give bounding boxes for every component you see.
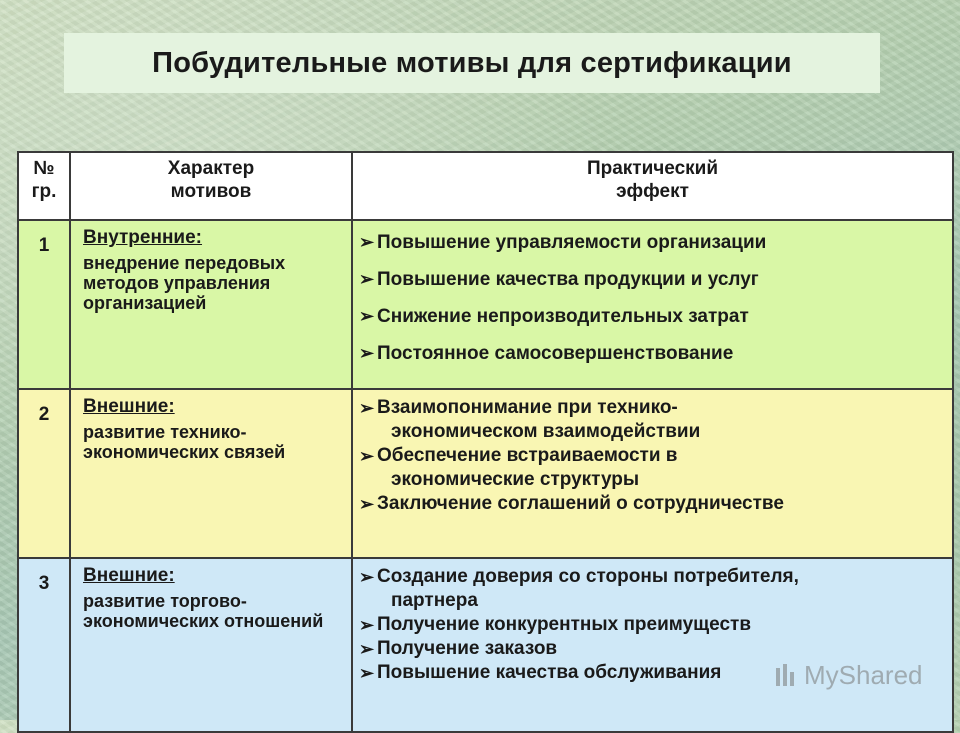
header-effect-line1: Практический	[586, 158, 719, 179]
list-item	[359, 342, 946, 365]
header-kind-line1: Характер	[167, 158, 255, 179]
effect-text: Создание доверия со стороны потребителя,	[377, 566, 799, 587]
effect-list	[359, 396, 946, 516]
watermark	[774, 660, 923, 691]
bullet-arrow-icon: ➢	[359, 306, 375, 326]
list-item	[359, 444, 946, 492]
effect-text-continued: экономические структуры	[391, 469, 640, 490]
header-num-line1: №	[33, 158, 55, 179]
motive-cell	[70, 558, 352, 732]
header-num-line2: гр.	[31, 181, 57, 202]
motive-text: развитие технико-экономических связей	[83, 422, 286, 462]
effect-cell	[352, 220, 953, 389]
row-number: 1	[18, 220, 70, 389]
effect-text: Снижение непроизводительных затрат	[377, 306, 749, 327]
effect-text: Постоянное самосовершенствование	[377, 343, 734, 364]
effect-list	[359, 231, 946, 365]
effect-text: Получение конкурентных преимуществ	[377, 614, 752, 635]
motive-label: Внешние:	[83, 396, 175, 417]
motives-table	[17, 151, 954, 733]
effect-text: Взаимопонимание при технико-	[377, 397, 678, 418]
motive-text: развитие торгово-экономических отношений	[83, 591, 324, 631]
table-row	[18, 220, 953, 389]
table-row	[18, 389, 953, 558]
effect-text-continued: партнера	[391, 590, 478, 611]
motive-label: Внутренние:	[83, 227, 203, 248]
watermark-text: MyShared	[804, 660, 923, 690]
page-title: Побудительные мотивы для сертификации	[152, 46, 792, 79]
list-item	[359, 231, 946, 254]
list-item	[359, 268, 946, 291]
list-item	[359, 637, 946, 661]
effect-cell	[352, 389, 953, 558]
title-box	[64, 33, 880, 93]
table-header-row	[18, 152, 953, 220]
list-item	[359, 305, 946, 328]
row-number: 2	[18, 389, 70, 558]
header-effect	[352, 152, 953, 220]
header-kind	[70, 152, 352, 220]
bullet-arrow-icon: ➢	[359, 343, 375, 363]
list-item	[359, 492, 946, 516]
header-effect-line2: эффект	[616, 181, 689, 202]
bullet-arrow-icon: ➢	[359, 639, 375, 659]
effect-text: Повышение качества продукции и услуг	[377, 269, 759, 290]
header-num	[18, 152, 70, 220]
list-item	[359, 613, 946, 637]
list-item	[359, 396, 946, 444]
bullet-arrow-icon: ➢	[359, 567, 375, 587]
effect-text: Получение заказов	[377, 638, 558, 659]
bullet-arrow-icon: ➢	[359, 446, 375, 466]
effect-cell	[352, 558, 953, 732]
effect-text: Заключение соглашений о сотрудничестве	[377, 493, 784, 514]
motive-label: Внешние:	[83, 565, 175, 586]
list-item	[359, 565, 946, 613]
bullet-arrow-icon: ➢	[359, 615, 375, 635]
row-number: 3	[18, 558, 70, 732]
bullet-arrow-icon: ➢	[359, 269, 375, 289]
effect-text-continued: экономическом взаимодействии	[391, 421, 701, 442]
watermark-logo-icon	[774, 664, 800, 688]
motive-cell	[70, 220, 352, 389]
bullet-arrow-icon: ➢	[359, 494, 375, 514]
bullet-arrow-icon: ➢	[359, 663, 375, 683]
motive-cell	[70, 389, 352, 558]
header-kind-line2: мотивов	[170, 181, 252, 202]
bullet-arrow-icon: ➢	[359, 398, 375, 418]
table-row	[18, 558, 953, 732]
effect-text: Повышение качества обслуживания	[377, 662, 722, 683]
effect-text: Обеспечение встраиваемости в	[377, 445, 678, 466]
bullet-arrow-icon: ➢	[359, 232, 375, 252]
effect-text: Повышение управляемости организации	[377, 232, 767, 253]
motive-text: внедрение передовых методов управления организацией	[83, 253, 286, 313]
